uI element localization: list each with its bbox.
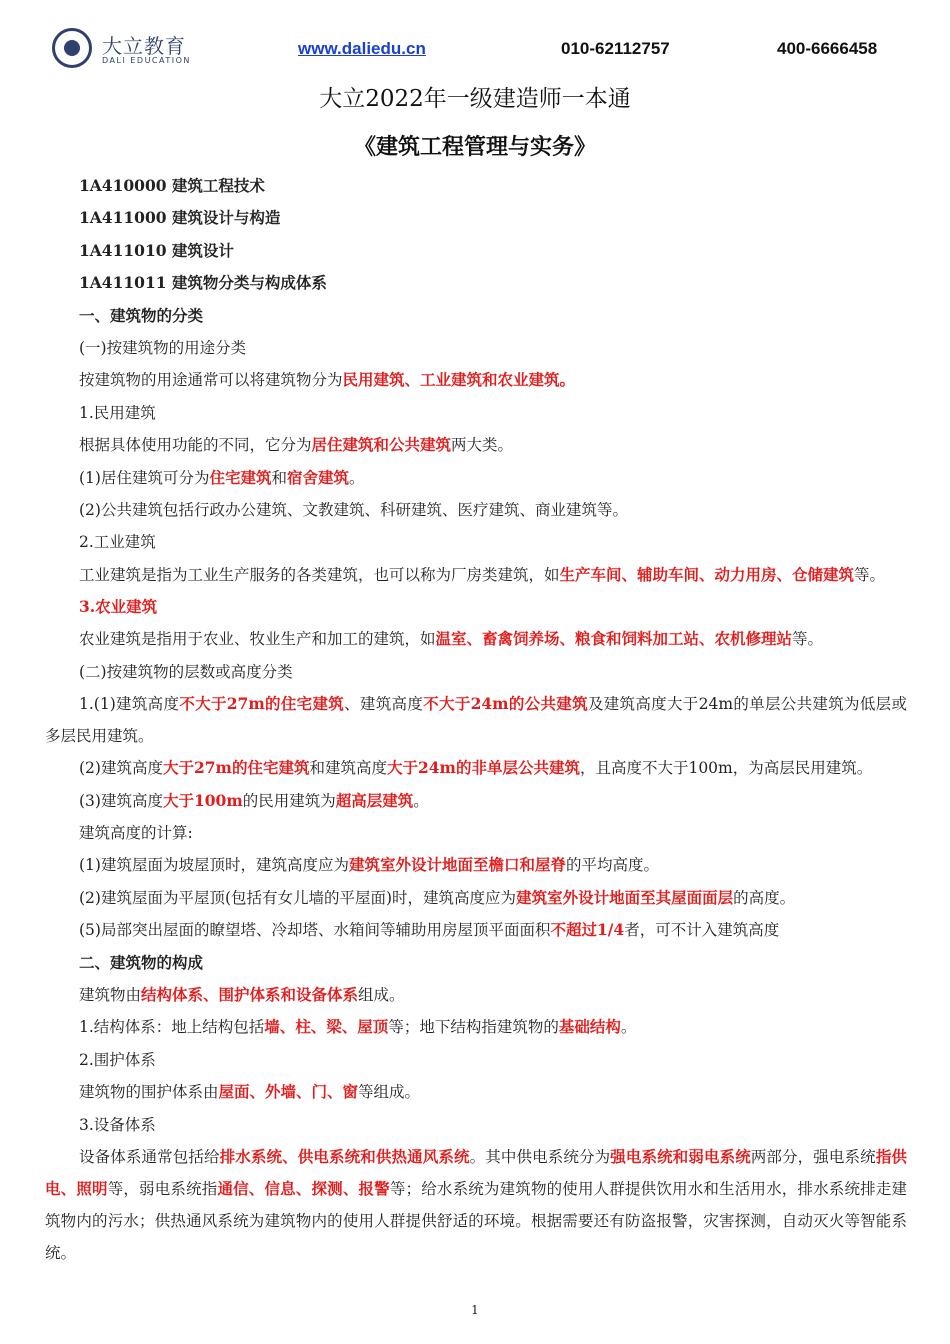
highlighted-text: 大于24m的非单层公共建筑 xyxy=(386,758,580,778)
text-segment: 按建筑物的用途通常可以将建筑物分为 xyxy=(79,371,343,390)
highlighted-text: 大于27m的住宅建筑 xyxy=(162,758,310,778)
text-segment: 等；地下结构指建筑物的 xyxy=(388,1018,559,1037)
body-line xyxy=(45,979,907,1011)
section-heading xyxy=(45,947,907,979)
section-heading xyxy=(45,235,907,267)
text-segment: 等，弱电系统指 xyxy=(107,1179,218,1198)
body-line xyxy=(45,785,907,817)
text-segment: 两部分，强电系统 xyxy=(750,1147,876,1166)
highlighted-text: 3.农业建筑 xyxy=(79,596,158,616)
body-paragraph xyxy=(45,688,907,752)
brand-logo[interactable] xyxy=(52,28,202,72)
body-line xyxy=(45,462,907,494)
section-heading xyxy=(45,267,907,299)
body-line xyxy=(45,526,907,558)
highlighted-text: 屋面、外墙、门、窗 xyxy=(218,1082,359,1102)
text-segment: 1.结构体系：地上结构包括 xyxy=(79,1018,265,1037)
phone-number-2: 400-6666458 xyxy=(777,39,878,58)
highlighted-text: 基础结构 xyxy=(558,1017,621,1037)
text-segment: 。 xyxy=(620,1018,637,1037)
text-segment: (5)局部突出屋面的瞭望塔、冷却塔、水箱间等辅助用房屋顶平面面积 xyxy=(79,921,551,940)
highlighted-text: 住宅建筑 xyxy=(209,467,272,487)
body-line xyxy=(45,849,907,881)
text-segment: 等。 xyxy=(854,565,886,584)
highlighted-text: 结构体系、围护体系和设备体系 xyxy=(141,984,359,1004)
section-heading xyxy=(45,591,907,623)
page-header xyxy=(0,0,950,80)
text-segment: 建筑高度的计算: xyxy=(79,823,193,842)
highlighted-text: 超高层建筑 xyxy=(335,790,414,810)
document-body xyxy=(45,170,907,1269)
text-segment: (一)按建筑物的用途分类 xyxy=(79,339,247,358)
body-line xyxy=(45,914,907,946)
body-line xyxy=(45,494,907,526)
text-segment: 、建筑高度 xyxy=(344,695,424,714)
text-segment: 1.(1)建筑高度 xyxy=(79,695,180,714)
text-segment: (3)建筑高度 xyxy=(79,791,163,810)
text-segment: 建筑物的围护体系由 xyxy=(79,1083,219,1102)
section-heading xyxy=(45,170,907,202)
page-number: 1 xyxy=(471,1303,479,1317)
text-segment: 组成。 xyxy=(358,985,405,1004)
text-segment: (2)建筑屋面为平屋顶(包括有女儿墙的平屋面)时，建筑高度应为 xyxy=(79,888,517,907)
text-segment: 两大类。 xyxy=(451,436,514,455)
highlighted-text: 温室、畜禽饲养场、粮食和饲料加工站、农机修理站 xyxy=(435,629,793,649)
highlighted-text: 通信、信息、探测、报警 xyxy=(217,1178,390,1198)
highlighted-text: 民用建筑、工业建筑和农业建筑。 xyxy=(342,370,576,390)
logo-name-en: DALI EDUCATION xyxy=(102,56,191,65)
text-segment: 的平均高度。 xyxy=(565,856,659,875)
body-paragraph xyxy=(45,559,907,591)
text-segment: 1A411000 建筑设计与构造 xyxy=(79,208,281,228)
text-segment: 工业建筑是指为工业生产服务的各类建筑，也可以称为厂房类建筑，如 xyxy=(79,565,560,584)
text-segment: 的高度。 xyxy=(733,888,796,907)
text-segment: 和建筑高度 xyxy=(309,759,387,778)
text-segment: 2.工业建筑 xyxy=(79,533,156,552)
text-segment: 1A411010 建筑设计 xyxy=(79,240,234,260)
phone-number-1: 010-62112757 xyxy=(561,39,670,58)
body-line xyxy=(45,429,907,461)
body-line xyxy=(45,752,907,784)
text-segment: 设备体系通常包括给 xyxy=(79,1147,220,1166)
highlighted-text: 墙、柱、梁、屋顶 xyxy=(264,1017,389,1037)
text-segment: ，且高度不大于100m，为高层民用建筑。 xyxy=(579,759,873,778)
text-segment: 。 xyxy=(413,791,429,810)
text-segment: 根据具体使用功能的不同，它分为 xyxy=(79,436,312,455)
highlighted-text: 建筑室外设计地面至其屋面面层 xyxy=(516,887,734,907)
text-segment: 和 xyxy=(271,468,287,487)
website-link[interactable]: www.daliedu.cn xyxy=(298,39,426,58)
body-paragraph xyxy=(45,1141,907,1269)
text-segment: 二、建筑物的构成 xyxy=(79,952,204,972)
text-segment: 3.设备体系 xyxy=(79,1115,156,1134)
highlighted-text: 大于100m xyxy=(162,790,243,810)
body-line xyxy=(45,364,907,396)
text-segment: 等组成。 xyxy=(358,1083,421,1102)
body-line xyxy=(45,1076,907,1108)
body-line xyxy=(45,623,907,655)
highlighted-text: 宿舍建筑 xyxy=(287,467,350,487)
text-segment: 等。 xyxy=(792,630,824,649)
highlighted-text: 强电系统和弱电系统 xyxy=(610,1146,751,1166)
section-heading xyxy=(45,202,907,234)
highlighted-text: 不大于24m的公共建筑 xyxy=(423,694,588,714)
body-line xyxy=(45,656,907,688)
highlighted-text: 排水系统、供电系统和供热通风系统 xyxy=(219,1146,470,1166)
text-segment: 建筑物由 xyxy=(79,985,142,1004)
text-segment: 1A410000 建筑工程技术 xyxy=(79,176,265,195)
logo-badge-icon xyxy=(52,28,92,68)
body-line xyxy=(45,1044,907,1076)
highlighted-text: 指供电、照明 xyxy=(45,1146,907,1198)
text-segment: 及建筑高度大于24m的单层公共建筑为低层或多层民用建筑。 xyxy=(45,695,907,746)
text-segment: 的民用建筑为 xyxy=(242,791,336,810)
text-segment: (二)按建筑物的层数或高度分类 xyxy=(79,662,293,681)
text-segment: 。其中供电系统分为 xyxy=(469,1147,611,1166)
highlighted-text: 居住建筑和公共建筑 xyxy=(311,435,452,455)
body-line xyxy=(45,817,907,849)
body-line xyxy=(45,1109,907,1141)
text-segment: 等；给水系统为建筑物的使用人群提供饮用水和生活用水，排水系统排走建筑物内的污水；供热通风系统为建筑物内的使用人群提供舒适的环境。根据需要还有防盗报警，灾害探测，自动灭火等智能系统。 xyxy=(45,1179,907,1262)
logo-name-cn: 大立教育 xyxy=(102,34,186,58)
text-segment: (2)建筑高度 xyxy=(79,759,163,778)
text-segment: 。 xyxy=(349,468,365,487)
text-segment: (1)建筑屋面为坡屋顶时，建筑高度应为 xyxy=(79,856,349,875)
highlighted-text: 生产车间、辅助车间、动力用房、仓储建筑 xyxy=(559,564,855,584)
body-line xyxy=(45,882,907,914)
section-heading xyxy=(45,300,907,332)
body-line xyxy=(45,397,907,429)
text-segment: (2)公共建筑包括行政办公建筑、文教建筑、科研建筑、医疗建筑、商业建筑等。 xyxy=(79,501,628,520)
text-segment: 一、建筑物的分类 xyxy=(79,305,204,325)
document-title: 大立2022年一级建造师一本通 xyxy=(319,86,631,112)
document-subtitle: 《建筑工程管理与实务》 xyxy=(353,134,596,160)
text-segment: 农业建筑是指用于农业、牧业生产和加工的建筑，如 xyxy=(79,630,436,649)
body-line xyxy=(45,332,907,364)
text-segment: (1)居住建筑可分为 xyxy=(79,468,210,487)
highlighted-text: 不大于27m的住宅建筑 xyxy=(179,694,345,714)
body-line xyxy=(45,1011,907,1043)
text-segment: 2.围护体系 xyxy=(79,1050,156,1069)
text-segment: 者，可不计入建筑高度 xyxy=(624,921,780,940)
highlighted-text: 建筑室外设计地面至檐口和屋脊 xyxy=(348,855,566,875)
text-segment: 1A411011 建筑物分类与构成体系 xyxy=(79,273,327,293)
text-segment: 1.民用建筑 xyxy=(79,403,156,422)
highlighted-text: 不超过1/4 xyxy=(550,920,625,940)
